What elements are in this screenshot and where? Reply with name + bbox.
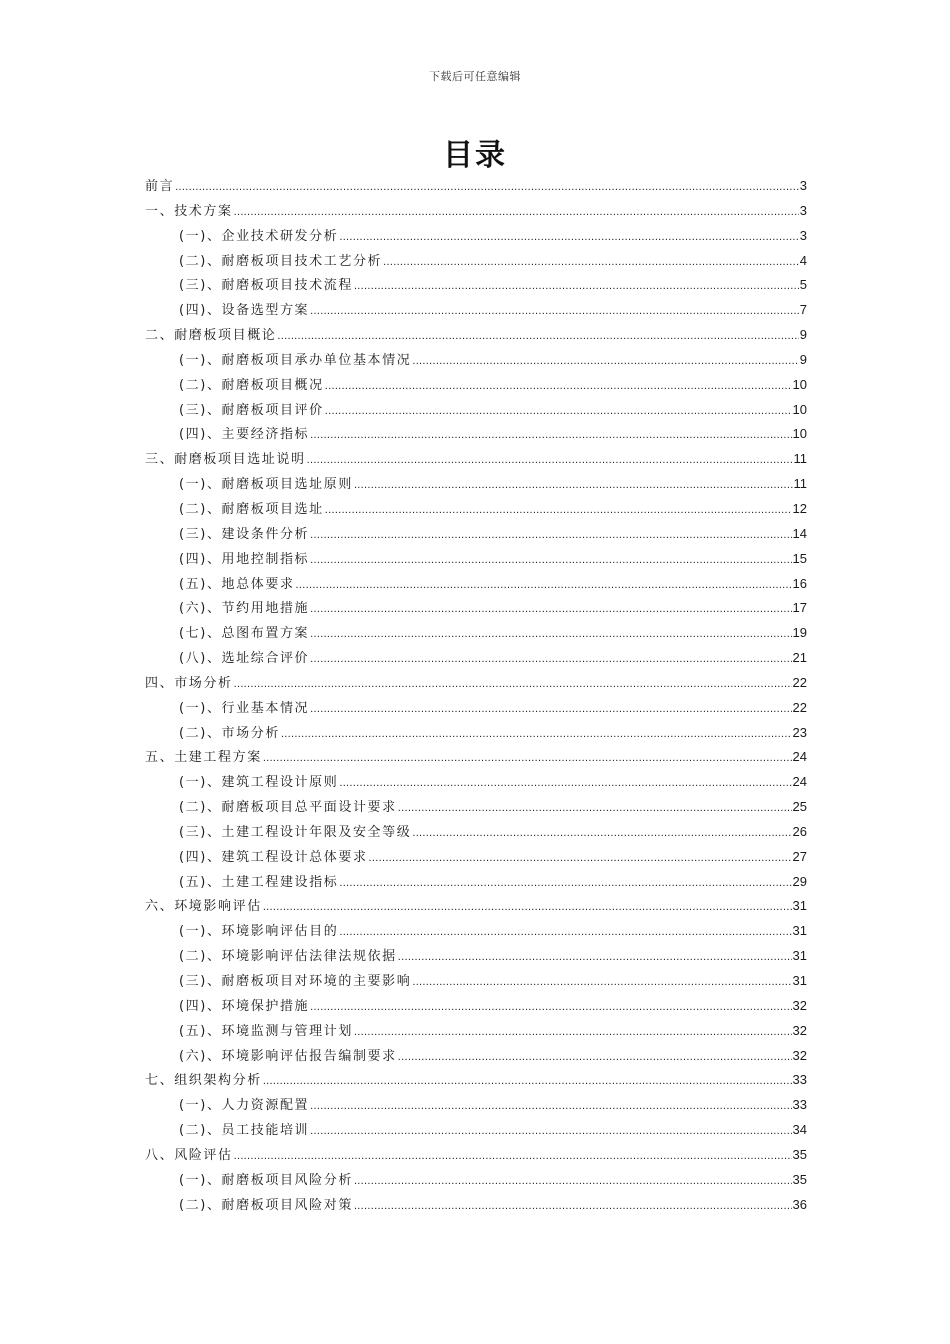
toc-section-entry[interactable] [145, 621, 807, 646]
toc-entry-title: (二)、耐磨板项目风险对策 [179, 1197, 353, 1213]
toc-page-number: 32 [792, 1022, 807, 1038]
toc-entry-title: (一)、耐磨板项目选址原则 [179, 477, 353, 493]
toc-entry-title: (三)、土建工程设计年限及安全等级 [179, 824, 412, 840]
toc-entry-title: (四)、建筑工程设计总体要求 [179, 849, 368, 865]
toc-entry-title: 三、耐磨板项目选址说明 [145, 452, 306, 468]
toc-section-entry[interactable] [145, 1193, 807, 1218]
toc-dot-leader [310, 1119, 791, 1144]
toc-dot-leader [398, 796, 792, 821]
toc-dot-leader [412, 821, 791, 846]
toc-page-number: 21 [792, 650, 807, 666]
toc-section-entry[interactable] [145, 472, 807, 497]
toc-section-entry[interactable] [145, 596, 807, 621]
toc-dot-leader [263, 895, 792, 920]
toc-page-number: 31 [792, 948, 807, 964]
toc-dot-leader [277, 324, 798, 349]
toc-entry-title: (七)、总图布置方案 [179, 626, 310, 642]
toc-dot-leader [234, 672, 792, 697]
toc-entry-title: (五)、环境监测与管理计划 [179, 1023, 353, 1039]
toc-page-number: 16 [792, 575, 807, 591]
toc-page-number: 29 [792, 873, 807, 889]
toc-page-number: 3 [799, 202, 807, 218]
toc-entry-title: (一)、人力资源配置 [179, 1098, 310, 1114]
toc-section-entry[interactable] [145, 994, 807, 1019]
toc-dot-leader [310, 697, 791, 722]
toc-entry-title: 七、组织架构分析 [145, 1073, 262, 1089]
toc-page-number: 24 [792, 749, 807, 765]
toc-page-number: 34 [792, 1122, 807, 1138]
table-of-contents [145, 174, 807, 1217]
toc-dot-leader [354, 473, 793, 498]
toc-dot-leader [412, 970, 791, 995]
toc-page-number: 10 [792, 401, 807, 417]
toc-page-number: 15 [792, 550, 807, 566]
toc-dot-leader [310, 647, 791, 672]
toc-page-number: 32 [792, 1047, 807, 1063]
toc-section-entry[interactable] [145, 398, 807, 423]
toc-page-number: 35 [792, 1171, 807, 1187]
toc-dot-leader [398, 945, 792, 970]
toc-entry-title: 前言 [145, 179, 175, 194]
toc-page-number: 9 [799, 351, 807, 367]
toc-section-entry[interactable] [145, 1093, 807, 1118]
toc-entry-title: (五)、土建工程建设指标 [179, 874, 339, 890]
toc-page-number: 14 [792, 525, 807, 541]
toc-entry-title: (三)、耐磨板项目技术流程 [179, 278, 353, 294]
toc-dot-leader [354, 274, 799, 299]
toc-dot-leader [339, 771, 791, 796]
toc-dot-leader [354, 1169, 792, 1194]
toc-entry-title: 一、技术方案 [145, 203, 233, 219]
toc-dot-leader [175, 175, 799, 200]
toc-section-entry[interactable] [145, 273, 807, 298]
toc-section-entry[interactable] [145, 348, 807, 373]
toc-page-number: 23 [792, 724, 807, 740]
toc-dot-leader [383, 250, 799, 275]
toc-page-number: 31 [792, 973, 807, 988]
toc-dot-leader [263, 1069, 792, 1094]
toc-entry-title: (三)、耐磨板项目评价 [179, 402, 324, 418]
toc-entry-title: (二)、耐磨板项目选址 [179, 501, 324, 517]
toc-entry-title: (四)、用地控制指标 [179, 551, 310, 567]
toc-dot-leader [310, 995, 791, 1020]
toc-dot-leader [412, 349, 798, 374]
toc-dot-leader [325, 498, 792, 523]
toc-entry-title: 五、土建工程方案 [145, 750, 262, 766]
toc-entry-title: (一)、企业技术研发分析 [179, 228, 339, 244]
toc-section-entry[interactable] [145, 795, 807, 820]
toc-entry-title: (六)、节约用地措施 [179, 601, 310, 617]
toc-section-entry[interactable] [145, 770, 807, 795]
toc-entry-title: (一)、环境影响评估目的 [179, 924, 339, 940]
toc-section-entry[interactable] [145, 224, 807, 249]
toc-page-number: 27 [792, 848, 807, 864]
toc-section-entry[interactable] [145, 944, 807, 969]
toc-section-entry[interactable] [145, 1168, 807, 1193]
toc-dot-leader [310, 597, 791, 622]
toc-entry-title: (一)、耐磨板项目承办单位基本情况 [179, 352, 412, 368]
toc-chapter-entry[interactable] [145, 323, 807, 348]
toc-entry-title: (一)、行业基本情况 [179, 700, 310, 716]
toc-entry-title: (一)、耐磨板项目风险分析 [179, 1172, 353, 1188]
toc-dot-leader [234, 200, 799, 225]
toc-dot-leader [310, 548, 791, 573]
toc-dot-leader [354, 1020, 792, 1045]
toc-page-number: 22 [792, 674, 807, 690]
toc-dot-leader [263, 746, 792, 771]
toc-section-entry[interactable] [145, 820, 807, 845]
toc-page-number: 7 [799, 302, 807, 318]
toc-chapter-entry[interactable] [145, 745, 807, 770]
toc-entry-title: (二)、环境影响评估法律法规依据 [179, 949, 397, 965]
toc-entry-title: (四)、主要经济指标 [179, 427, 310, 443]
toc-page-number: 12 [792, 500, 807, 516]
toc-section-entry[interactable] [145, 1118, 807, 1143]
toc-dot-leader [234, 1144, 792, 1169]
toc-chapter-entry[interactable] [145, 894, 807, 919]
toc-page-number: 35 [792, 1146, 807, 1162]
toc-entry-title: (二)、耐磨板项目技术工艺分析 [179, 253, 383, 269]
toc-section-entry[interactable] [145, 646, 807, 671]
toc-page-number: 36 [792, 1196, 807, 1212]
toc-page-number: 31 [792, 898, 807, 914]
toc-dot-leader [281, 722, 792, 747]
toc-page-number: 17 [792, 600, 807, 616]
toc-dot-leader [325, 399, 792, 424]
toc-section-entry[interactable] [145, 870, 807, 895]
toc-page-number: 4 [799, 252, 807, 268]
toc-page-number: 24 [792, 774, 807, 790]
toc-dot-leader [307, 448, 793, 473]
toc-dot-leader [310, 523, 791, 548]
toc-section-entry[interactable] [145, 1044, 807, 1069]
toc-entry-title: (二)、市场分析 [179, 725, 280, 741]
toc-entry-title: (五)、地总体要求 [179, 576, 295, 592]
toc-page-number: 11 [793, 476, 807, 492]
toc-entry-title: (八)、选址综合评价 [179, 651, 310, 667]
toc-page-number: 31 [792, 923, 807, 939]
toc-dot-leader [339, 871, 791, 896]
toc-page-number: 3 [799, 227, 807, 243]
toc-section-entry[interactable] [145, 696, 807, 721]
toc-entry-title: (四)、设备选型方案 [179, 303, 310, 319]
toc-section-entry[interactable] [145, 919, 807, 944]
toc-page-number: 11 [793, 451, 807, 467]
toc-entry-title: (二)、耐磨板项目概况 [179, 377, 324, 393]
toc-entry-title: 二、耐磨板项目概论 [145, 328, 277, 344]
toc-entry-title: 六、环境影响评估 [145, 899, 262, 915]
toc-chapter-entry[interactable] [145, 1068, 807, 1093]
toc-section-entry[interactable] [145, 1019, 807, 1044]
toc-entry-title: (三)、耐磨板项目对环境的主要影响 [179, 974, 412, 989]
toc-section-entry[interactable] [145, 522, 807, 547]
toc-entry-title: 四、市场分析 [145, 675, 233, 691]
toc-page-number: 19 [792, 625, 807, 641]
toc-chapter-entry[interactable] [145, 671, 807, 696]
toc-entry-title: (六)、环境影响评估报告编制要求 [179, 1048, 397, 1064]
toc-chapter-entry[interactable] [145, 1143, 807, 1168]
toc-dot-leader [339, 920, 791, 945]
toc-page-number: 25 [792, 799, 807, 815]
toc-section-entry[interactable] [145, 547, 807, 572]
toc-page-number: 3 [799, 178, 807, 193]
toc-page-number: 10 [792, 426, 807, 442]
toc-chapter-entry[interactable] [145, 199, 807, 224]
toc-dot-leader [296, 573, 792, 598]
toc-entry-title: (四)、环境保护措施 [179, 998, 310, 1014]
toc-entry-title: 八、风险评估 [145, 1147, 233, 1163]
toc-dot-leader [325, 374, 792, 399]
toc-entry-title: (二)、耐磨板项目总平面设计要求 [179, 800, 397, 816]
toc-page-number: 9 [799, 327, 807, 343]
toc-entry-title: (二)、员工技能培训 [179, 1123, 310, 1139]
toc-page-number: 5 [799, 277, 807, 293]
toc-section-entry[interactable] [145, 298, 807, 323]
toc-section-entry[interactable] [145, 969, 807, 994]
toc-dot-leader [310, 622, 791, 647]
toc-title: 目录 [443, 138, 507, 173]
toc-section-entry[interactable] [145, 721, 807, 746]
toc-entry-title: (三)、建设条件分析 [179, 526, 310, 542]
toc-dot-leader [339, 225, 798, 250]
toc-page-number: 26 [792, 823, 807, 839]
toc-section-entry[interactable] [145, 249, 807, 274]
toc-chapter-entry[interactable] [145, 447, 807, 472]
toc-section-entry[interactable] [145, 422, 807, 447]
toc-chapter-entry[interactable] [145, 174, 807, 199]
toc-dot-leader [310, 1094, 791, 1119]
toc-page-number: 10 [792, 376, 807, 392]
toc-page-number: 22 [792, 699, 807, 715]
toc-dot-leader [398, 1045, 792, 1070]
toc-page-number: 32 [792, 997, 807, 1013]
toc-section-entry[interactable] [145, 373, 807, 398]
toc-entry-title: (一)、建筑工程设计原则 [179, 775, 339, 791]
toc-section-entry[interactable] [145, 497, 807, 522]
toc-dot-leader [369, 846, 792, 871]
page-header-note: 下载后可任意编辑 [429, 70, 521, 83]
toc-dot-leader [310, 423, 791, 448]
toc-dot-leader [310, 299, 799, 324]
toc-section-entry[interactable] [145, 845, 807, 870]
toc-page-number: 33 [792, 1072, 807, 1088]
toc-page-number: 33 [792, 1097, 807, 1113]
toc-dot-leader [354, 1194, 792, 1219]
toc-section-entry[interactable] [145, 572, 807, 597]
